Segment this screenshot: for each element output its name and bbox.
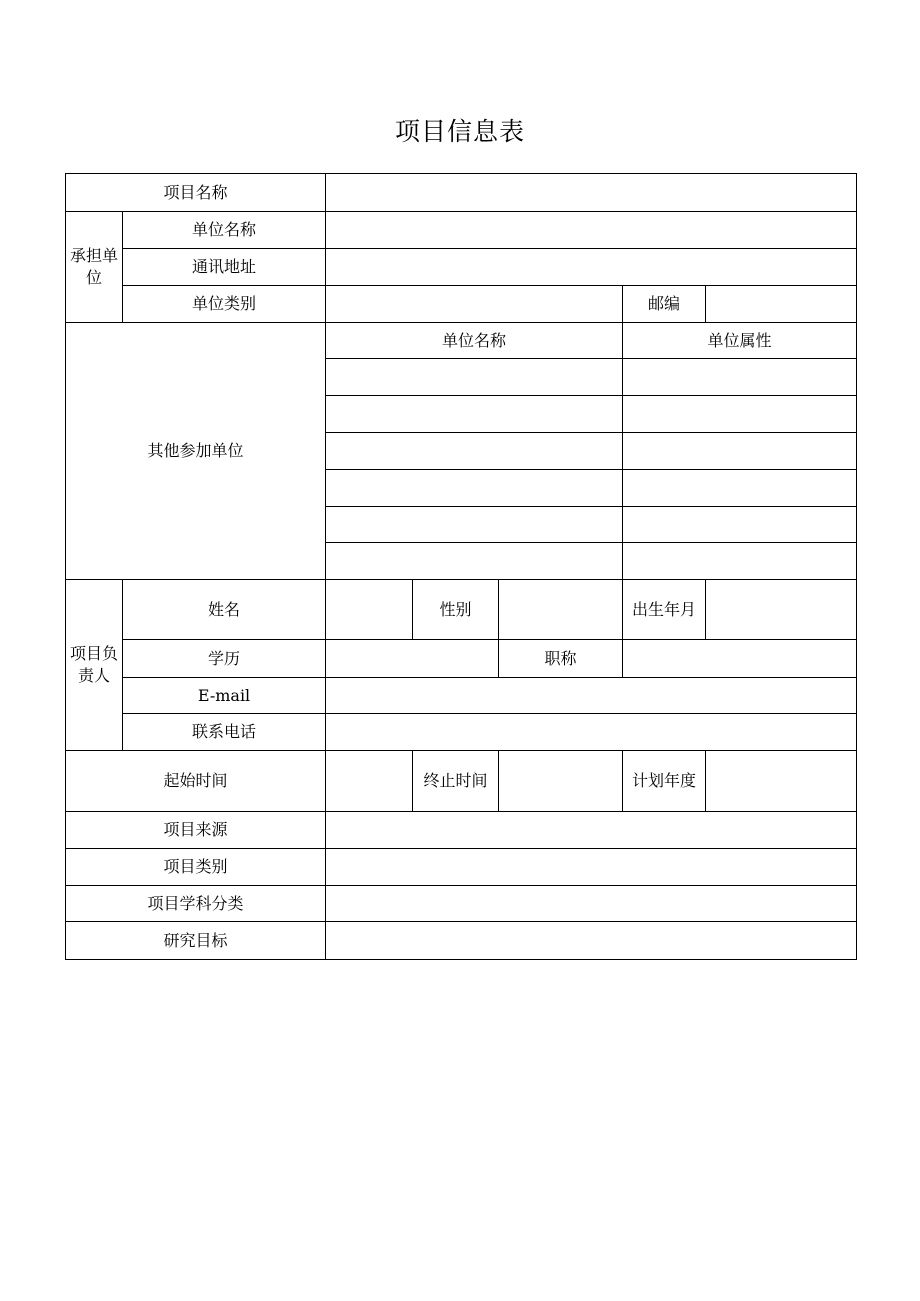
project-name-label: 项目名称 [66,174,326,212]
other-unit-name-field[interactable] [326,470,623,507]
job-title-field[interactable] [623,640,857,678]
category-label: 项目类别 [66,849,326,886]
goal-field[interactable] [326,922,857,960]
other-unit-attr-field[interactable] [623,433,857,470]
address-field[interactable] [326,249,857,286]
leader-label: 项目负责人 [66,580,123,751]
education-field[interactable] [326,640,499,678]
plan-year-field[interactable] [706,751,857,812]
project-name-field[interactable] [326,174,857,212]
address-label: 通讯地址 [123,249,326,286]
gender-label: 性别 [413,580,499,640]
other-unit-name-field[interactable] [326,543,623,580]
postcode-field[interactable] [706,286,857,323]
unit-category-label: 单位类别 [123,286,326,323]
gender-field[interactable] [499,580,623,640]
other-unit-name-field[interactable] [326,507,623,543]
goal-label: 研究目标 [66,922,326,960]
email-label: E-mail [123,678,326,714]
page-title: 项目信息表 [394,117,525,146]
start-time-field[interactable] [326,751,413,812]
undertaker-label: 承担单位 [66,212,123,323]
discipline-label: 项目学科分类 [66,886,326,922]
project-info-table [65,173,857,960]
plan-year-label: 计划年度 [623,751,706,812]
other-unit-attr-field[interactable] [623,507,857,543]
phone-field[interactable] [326,714,857,751]
postcode-label: 邮编 [623,286,706,323]
unit-name-label: 单位名称 [123,212,326,249]
unit-category-field[interactable] [326,286,623,323]
category-field[interactable] [326,849,857,886]
other-unit-attr-field[interactable] [623,359,857,396]
other-units-label: 其他参加单位 [66,323,326,580]
source-label: 项目来源 [66,812,326,849]
other-unit-name-field[interactable] [326,433,623,470]
other-unit-name-field[interactable] [326,396,623,433]
other-units-col-attr: 单位属性 [623,323,857,359]
other-unit-attr-field[interactable] [623,470,857,507]
email-field[interactable] [326,678,857,714]
birth-label: 出生年月 [623,580,706,640]
end-time-field[interactable] [499,751,623,812]
start-time-label: 起始时间 [66,751,326,812]
source-field[interactable] [326,812,857,849]
phone-label: 联系电话 [123,714,326,751]
end-time-label: 终止时间 [413,751,499,812]
other-units-col-name: 单位名称 [326,323,623,359]
education-label: 学历 [123,640,326,678]
other-unit-attr-field[interactable] [623,543,857,580]
unit-name-field[interactable] [326,212,857,249]
other-unit-attr-field[interactable] [623,396,857,433]
job-title-label: 职称 [499,640,623,678]
other-unit-name-field[interactable] [326,359,623,396]
leader-name-label: 姓名 [123,580,326,640]
leader-name-field[interactable] [326,580,413,640]
birth-field[interactable] [706,580,857,640]
discipline-field[interactable] [326,886,857,922]
